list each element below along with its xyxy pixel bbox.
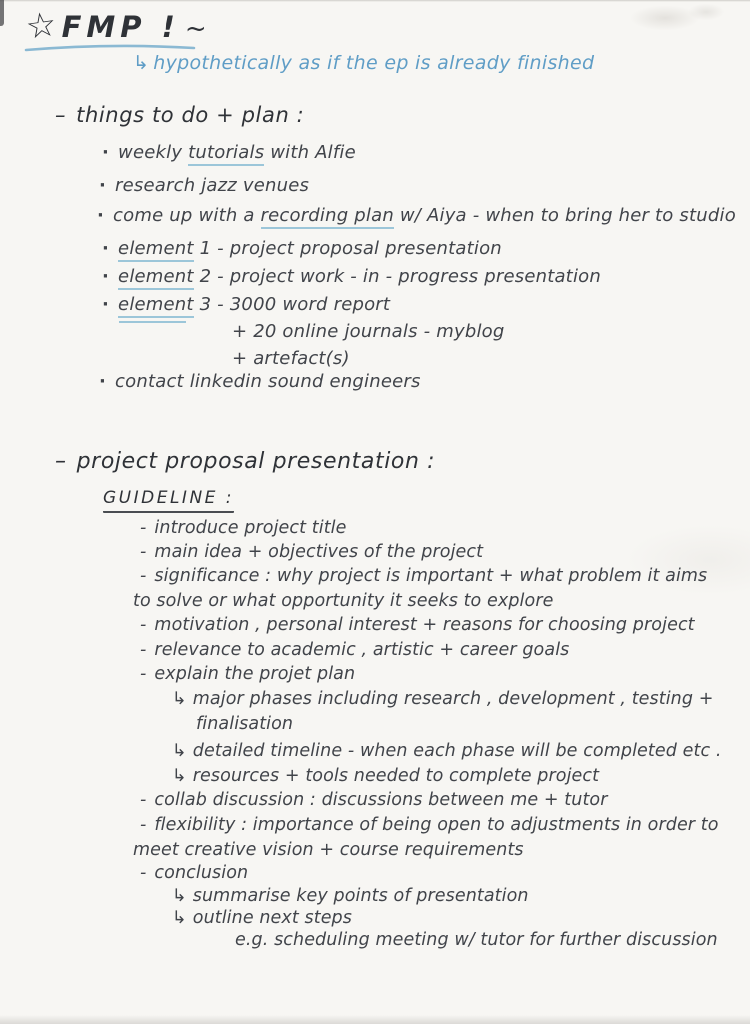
bullet-dot: · (102, 142, 110, 163)
proposal-heading: – project proposal presentation : (55, 449, 436, 474)
todo-item: · research jazz venues (99, 175, 310, 196)
guideline-subitem: ↳ detailed timeline - when each phase will be completed etc . (172, 741, 722, 761)
arrow-icon: ↳ (172, 689, 187, 709)
guideline-example: e.g. scheduling meeting w/ tutor for further discussion (235, 930, 718, 950)
todo-item: · come up with a recording plan w/ Aiya - when to bring her to studio (97, 205, 736, 226)
arrow-icon: ↳ (172, 741, 187, 761)
dash-mark: - (140, 566, 147, 586)
guideline-label: GUIDELINE : (103, 488, 234, 508)
guideline-subitem-continuation: finalisation (196, 714, 294, 734)
guideline-item: - relevance to academic , artistic + career goals (140, 640, 570, 660)
bullet-dot: · (102, 238, 110, 259)
todo-item: · element 1 - project proposal presentation (102, 238, 502, 259)
arrow-icon: ↳ (172, 766, 187, 786)
title-annotation (133, 52, 594, 74)
bullet-dot: · (102, 266, 110, 287)
underlined-word: element (118, 266, 194, 290)
dash-mark: – (55, 449, 67, 474)
bullet-dot: · (102, 294, 110, 315)
dash-mark: - (140, 640, 147, 660)
page-title (23, 4, 207, 48)
arrow-icon: ↳ (172, 908, 187, 928)
todo-item: · element 3 - 3000 word report (102, 294, 390, 315)
arrow-icon: ↳ (133, 52, 150, 74)
todo-subitem: + 20 online journals - myblog (232, 321, 505, 342)
todo-subitem: + artefact(s) (232, 348, 350, 369)
guideline-item-continuation: to solve or what opportunity it seeks to explore (133, 591, 554, 611)
guideline-item: - motivation , personal interest + reasons for choosing project (140, 615, 695, 635)
guideline-item: - significance : why project is important + what problem it aims (140, 566, 708, 586)
guideline-subitem: ↳ resources + tools needed to complete project (172, 766, 600, 786)
guideline-item: - introduce project title (140, 518, 347, 538)
squiggle-mark: ~ (184, 14, 207, 44)
guideline-item: - flexibility : importance of being open to adjustments in order to (140, 815, 719, 835)
guideline-item: - main idea + objectives of the project (140, 542, 484, 562)
star-icon: ☆ (23, 4, 60, 48)
guideline-subitem: ↳ outline next steps (172, 908, 352, 928)
todo-item: · element 2 - project work - in - progress presentation (102, 266, 601, 287)
bullet-dot: · (97, 205, 105, 226)
underlined-word: recording plan (261, 205, 394, 229)
dash-mark: - (140, 790, 147, 810)
guideline-subitem: ↳ major phases including research , development , testing + (172, 689, 714, 709)
dash-mark: - (140, 815, 147, 835)
bullet-dot: · (99, 371, 107, 392)
dash-mark: - (140, 664, 147, 684)
dash-mark: - (140, 615, 147, 635)
arrow-icon: ↳ (172, 886, 187, 906)
todo-heading: – things to do + plan : (55, 103, 305, 127)
title-annotation-text: hypothetically as if the ep is already finished (153, 52, 595, 74)
guideline-item-continuation: meet creative vision + course requirements (133, 840, 524, 860)
todo-item: · weekly tutorials with Alfie (102, 142, 356, 163)
underlined-word: tutorials (188, 142, 264, 166)
dash-mark: - (140, 518, 147, 538)
underlined-word: element (118, 238, 194, 262)
guideline-subitem: ↳ summarise key points of presentation (172, 886, 529, 906)
underlined-word: element (118, 294, 194, 318)
guideline-item: - explain the projet plan (140, 664, 356, 684)
dash-mark: - (140, 542, 147, 562)
todo-item: · contact linkedin sound engineers (99, 371, 421, 392)
dash-mark: – (55, 103, 67, 127)
dash-mark: - (140, 863, 147, 883)
guideline-item: - conclusion (140, 863, 249, 883)
bullet-dot: · (99, 175, 107, 196)
page-title-text: FMP ! (61, 10, 180, 44)
scan-edge-mark (0, 0, 4, 26)
guideline-item: - collab discussion : discussions between me + tutor (140, 790, 608, 810)
